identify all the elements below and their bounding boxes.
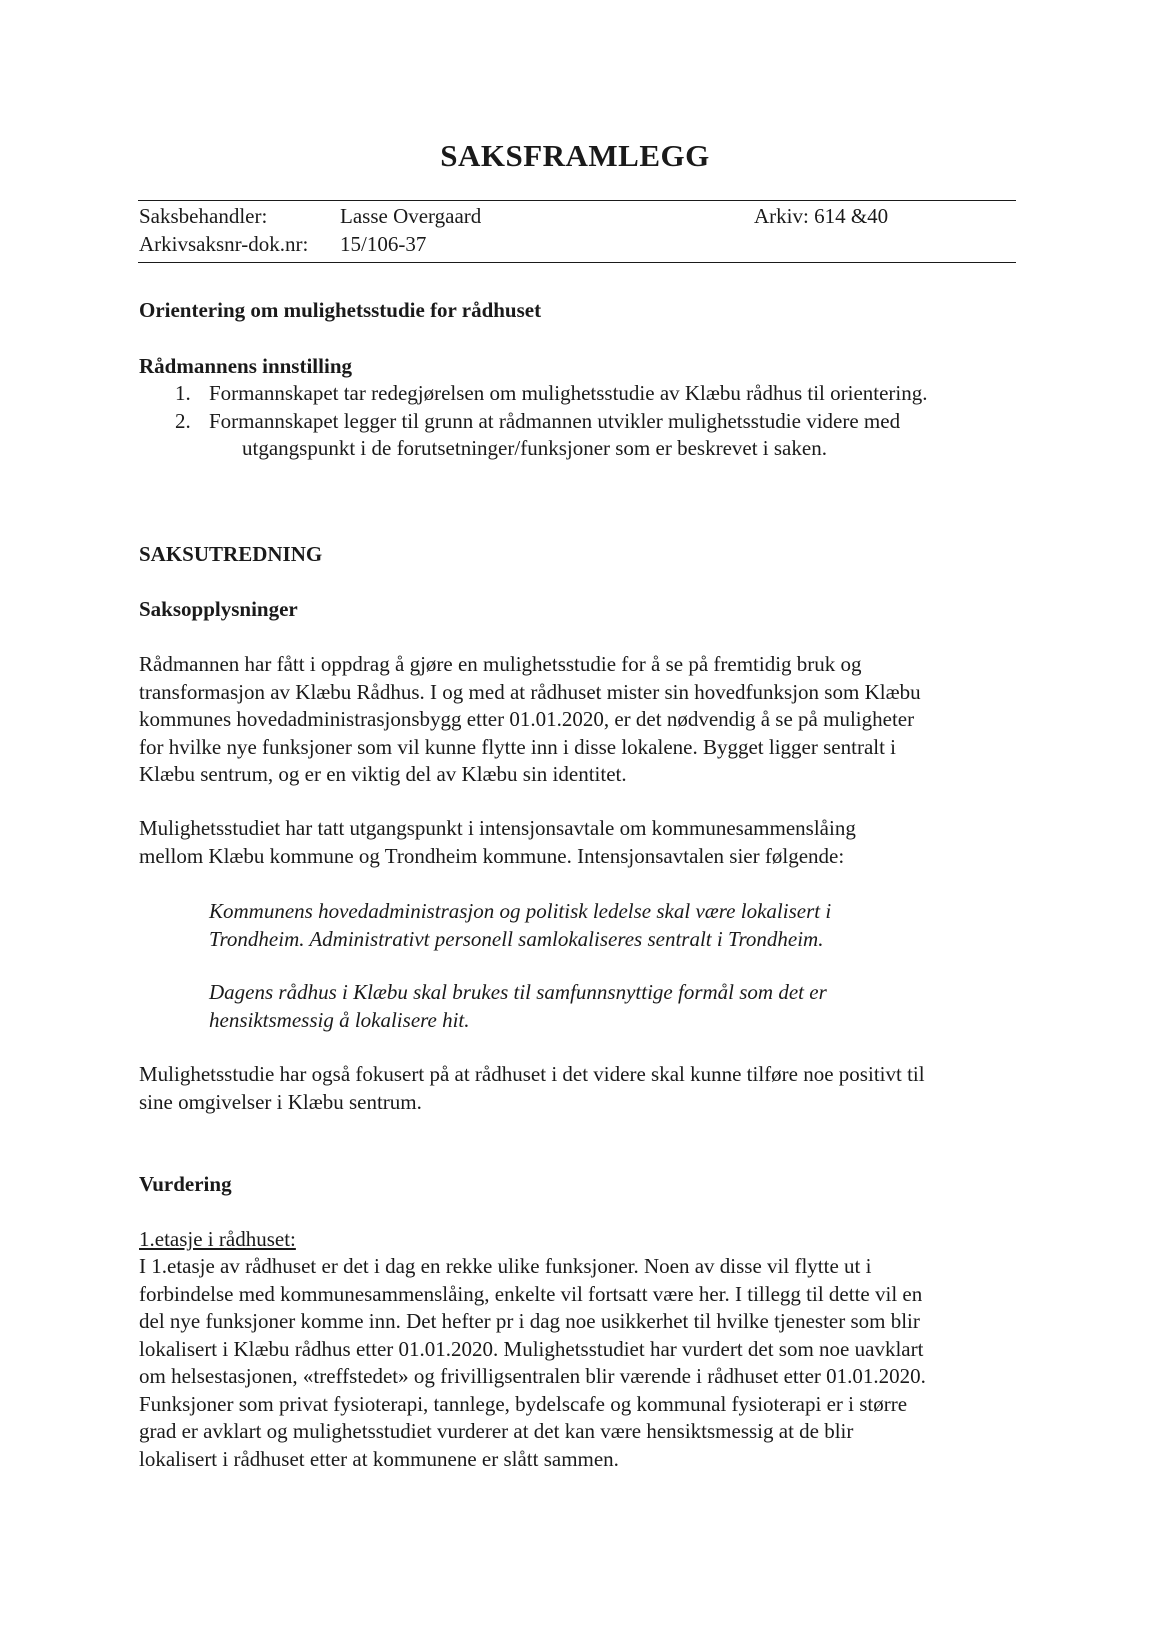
quote-line: Trondheim. Administrativt personell samlokaliseres sentralt i Trondheim. [209,926,824,951]
list-number: 2. [175,409,191,433]
text-line: sine omgivelser i Klæbu sentrum. [139,1089,422,1114]
text-line: del nye funksjoner komme inn. Det hefter pr i dag noe usikkerhet til hvilke tjenester som blir [139,1309,920,1333]
arkiv-value: Arkiv: 614 &40 [754,204,889,228]
text-line: forbindelse med kommunesammenslåing, enkelte vil fortsatt være her. I tillegg til dette vil en [139,1281,923,1306]
quote-dagens-radhus [209,979,989,1034]
saksutredning-heading: SAKSUTREDNING [139,542,323,566]
paragraph-etasje [139,1253,1019,1473]
subject-heading: Orientering om mulighetsstudie for rådhuset [139,298,542,322]
header-top-rule [138,200,1016,201]
text-line: grad er avklart og mulighetsstudiet vurderer at det kan være hensiktsmessig at de blir [139,1419,854,1443]
text-line: kommunes hovedadministrasjonsbygg etter 01.01.2020, er det nødvendig å se på muligheter [139,707,915,731]
saksbehandler-value: Lasse Overgaard [340,204,482,228]
quote-line: hensiktsmessig å lokalisere hit. [209,1007,470,1032]
text-line: mellom Klæbu kommune og Trondheim kommune. Intensjonsavtalen sier følgende: [139,843,845,868]
saksopplysninger-heading: Saksopplysninger [139,597,298,621]
text-line: Mulighetsstudie har også fokusert på at rådhuset i det videre skal kunne tilføre noe positivt til [139,1062,925,1086]
saksbehandler-label: Saksbehandler: [139,204,268,228]
paragraph-intensjonsavtale [139,815,1019,870]
paragraph-intro [139,651,1019,789]
list-number: 1. [175,381,191,405]
text-line: I 1.etasje av rådhuset er det i dag en rekke ulike funksjoner. Noen av disse vil flytte ut i [139,1254,872,1278]
list-item-text: Formannskapet legger til grunn at rådmannen utvikler mulighetsstudie videre med [209,409,901,433]
text-line: lokalisert i Klæbu rådhus etter 01.01.2020. Mulighetsstudiet har vurdert det som noe uavklart [139,1336,924,1361]
text-line: Klæbu sentrum, og er en viktig del av Klæbu sin identitet. [139,762,627,786]
quote-line: Dagens rådhus i Klæbu skal brukes til samfunnsnyttige formål som det er [209,980,827,1004]
paragraph-omgivelser [139,1061,1019,1116]
text-line: transformasjon av Klæbu Rådhus. I og med at rådhuset mister sin hovedfunksjon som Klæbu [139,679,921,704]
text-line: for hvilke nye funksjoner som vil kunne flytte inn i disse lokalene. Bygget ligger sentralt i [139,734,897,759]
document-title: SAKSFRAMLEGG [440,138,710,173]
quote-hovedadministrasjon [209,898,989,953]
text-line: om helsestasjonen, «treffstedet» og frivilligsentralen blir værende i rådhuset etter 01.01.2020. [139,1364,926,1388]
arkivsaksnr-label: Arkivsaksnr-dok.nr: [139,232,309,256]
innstilling-heading: Rådmannens innstilling [139,354,352,378]
header-bottom-rule [138,262,1016,263]
arkivsaksnr-value: 15/106-37 [340,232,427,256]
etasje-subheading: 1.etasje i rådhuset: [139,1227,296,1251]
text-line: Funksjoner som privat fysioterapi, tannlege, bydelscafe og kommunal fysioterapi er i større [139,1391,908,1416]
list-item-text: Formannskapet tar redegjørelsen om mulighetsstudie av Klæbu rådhus til orientering. [209,381,928,405]
quote-line: Kommunens hovedadministrasjon og politisk ledelse skal være lokalisert i [209,899,832,923]
vurdering-heading: Vurdering [139,1172,232,1196]
text-line: lokalisert i rådhuset etter at kommunene er slått sammen. [139,1446,619,1471]
text-line: Rådmannen har fått i oppdrag å gjøre en mulighetsstudie for å se på fremtidig bruk og [139,652,862,676]
list-item-text-continued: utgangspunkt i de forutsetninger/funksjoner som er beskrevet i saken. [242,436,827,460]
text-line: Mulighetsstudiet har tatt utgangspunkt i intensjonsavtale om kommunesammenslåing [139,816,856,840]
